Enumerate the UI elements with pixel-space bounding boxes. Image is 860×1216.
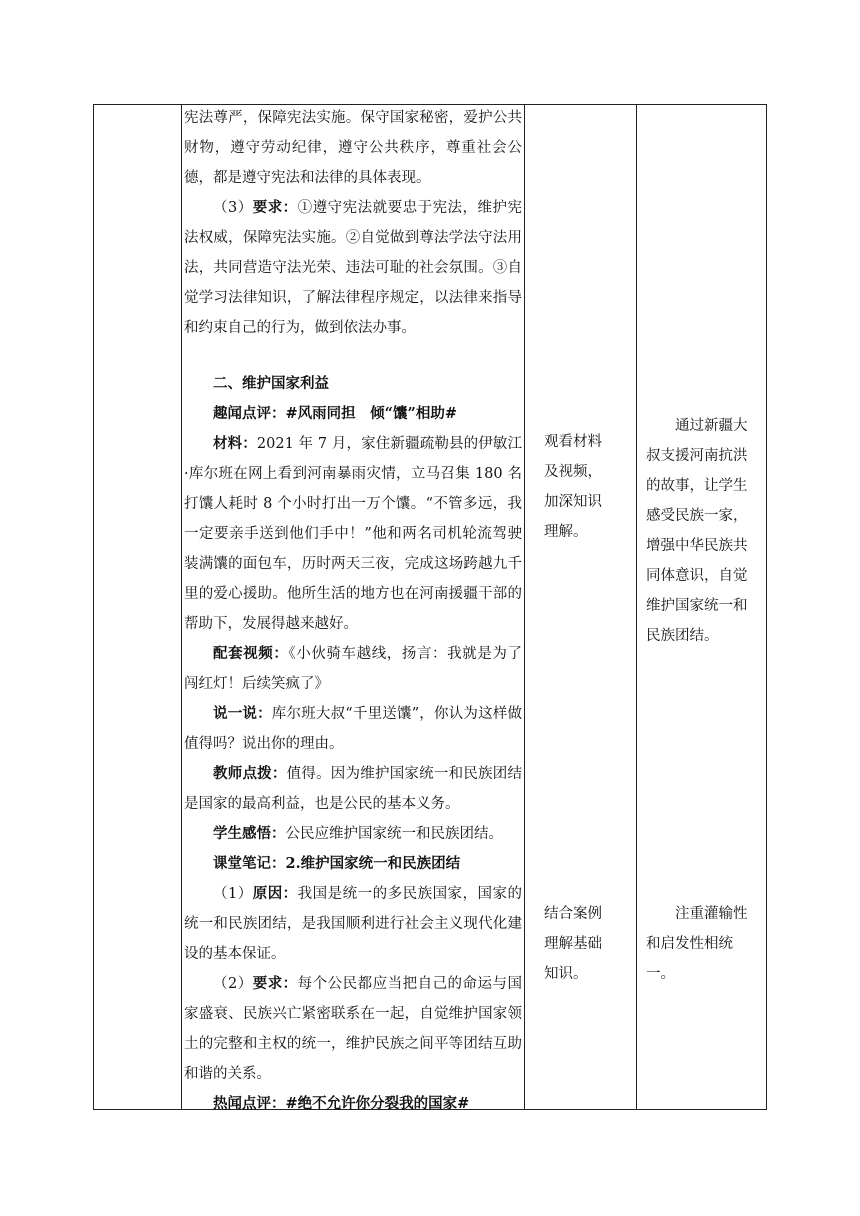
paragraph-student: 学生感悟：公民应维护国家统一和民族团结。	[213, 825, 503, 842]
paragraph-requirements: （3）要求：①遵守宪法就要忠于宪法，维护宪法权威，保障宪法实施。②自觉做到尊法学法守法用法，共同营造守法光荣、违法可耻的社会氛围。③自觉学习法律知识，了解法律程序规定，以法律来指导和约束自己的行为，做到依法办事。	[184, 199, 523, 336]
paragraph-law: 宪法尊严，保障宪法实施。保守国家秘密，爱护公共财物，遵守劳动纪律，遵守公共秩序，尊重社会公德，都是遵守宪法和法律的具体表现。	[184, 110, 522, 186]
paragraph-requirement: （2）要求：每个公民都应当把自己的命运与国家盛衰、民族兴亡紧密联系在一起，自觉维护国家领土的完整和主权的统一，维护民族之间平等团结互助和谐的关系。	[184, 975, 523, 1082]
paragraph-material: 材料：2021 年 7 月，家住新疆疏勒县的伊敏江·库尔班在网上看到河南暴雨灾情，立马召集 180 名打馕人耗时 8 个小时打出一万个馕。“不管多远，我一定要亲手送到他们手中！”他和两名司机轮流驾驶装满馕的面包车，历时两天三夜，完成这场跨越九千里的爱心援助。他所生活的地方也在河南援疆干部的帮助下，发展得越来越好。	[184, 435, 523, 632]
paragraph-say: 说一说：库尔班大叔“千里送馕”，你认为这样做值得吗？说出你的理由。	[184, 705, 522, 752]
column-divider	[636, 105, 637, 1109]
spacer	[184, 343, 522, 369]
paragraph-video: 配套视频：《小伙骑车越线，扬言：我就是为了闯红灯！后续笑疯了》	[184, 645, 522, 692]
paragraph-teacher: 教师点拨：值得。因为维护国家统一和民族团结是国家的最高利益，也是公民的基本义务。	[184, 765, 522, 812]
intent-cell-1: 通过新疆大叔支援河南抗洪的故事，让学生感受民族一家，增强中华民族共同体意识，自觉维护国家统一和民族团结。	[646, 418, 748, 644]
intent-cell-2: 注重灌输性和启发性相统一。	[646, 906, 748, 982]
content-column	[184, 105, 522, 1119]
paragraph-reason: （1）原因：我国是统一的多民族国家，国家的统一和民族团结，是我国顺利进行社会主义现代化建设的基本保证。	[184, 885, 523, 962]
news-comment-title: 趣闻点评：#风雨同担 倾“馕”相助#	[213, 405, 457, 422]
activity-cell-1: 观看材料及视频，加深知识理解。	[544, 434, 602, 540]
activity-cell-2: 结合案例理解基础知识。	[544, 906, 602, 982]
paragraph-notes: 课堂笔记：2.维护国家统一和民族团结	[213, 855, 461, 872]
news-comment-title-2: 热闻点评：#绝不允许你分裂我的国家#	[213, 1095, 470, 1112]
column-divider	[524, 105, 525, 1109]
lesson-table	[93, 104, 767, 1110]
column-divider	[181, 105, 182, 1109]
section-heading: 二、维护国家利益	[213, 375, 329, 392]
